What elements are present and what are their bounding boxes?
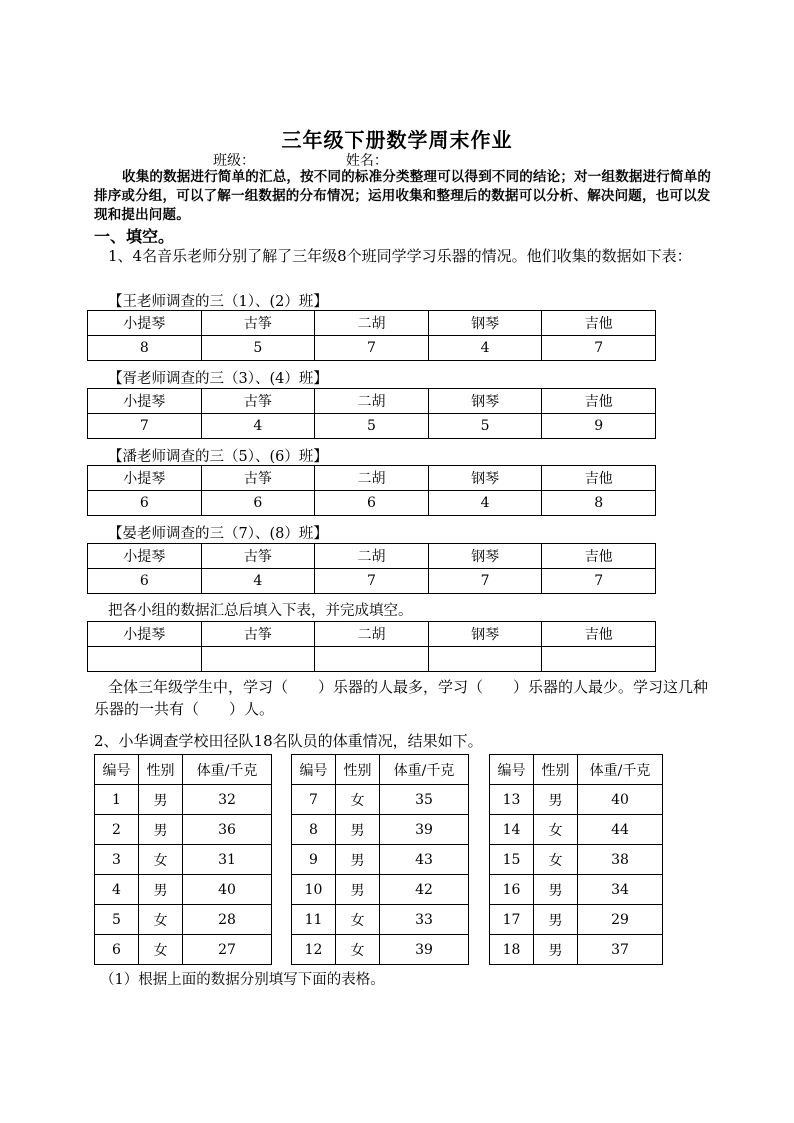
header-cell: 吉他 (542, 389, 656, 414)
gender-cell: 男 (336, 875, 380, 905)
header-cell: 小提琴 (88, 544, 202, 569)
header-cell: 编号 (490, 755, 534, 785)
header-cell: 吉他 (542, 311, 656, 336)
value-cell: 6 (201, 491, 315, 516)
gender-cell: 女 (534, 815, 578, 845)
header-cell: 体重/千克 (183, 755, 272, 785)
table-row (292, 845, 469, 875)
table-row (292, 785, 469, 815)
header-cell: 体重/千克 (380, 755, 469, 785)
table-row (95, 845, 272, 875)
header-cell: 钢琴 (428, 389, 542, 414)
table-row (88, 622, 656, 647)
weight-cell: 36 (183, 815, 272, 845)
table-row (88, 544, 656, 569)
question-1-text: 1、4名音乐老师分别了解了三年级8个班同学学习乐器的情况。他们收集的数据如下表： (108, 247, 692, 265)
gender-cell: 女 (336, 905, 380, 935)
blank-cell[interactable] (542, 647, 656, 672)
blank-cell[interactable] (428, 647, 542, 672)
value-cell: 8 (88, 336, 202, 361)
weight-cell: 39 (380, 815, 469, 845)
header-cell: 小提琴 (88, 311, 202, 336)
gender-cell: 男 (534, 875, 578, 905)
gender-cell: 女 (139, 935, 183, 965)
header-cell: 钢琴 (428, 622, 542, 647)
header-cell: 古筝 (201, 622, 315, 647)
value-cell: 4 (428, 491, 542, 516)
gender-cell: 男 (139, 785, 183, 815)
id-cell: 4 (95, 875, 139, 905)
table-row (95, 935, 272, 965)
header-cell: 性别 (534, 755, 578, 785)
id-cell: 12 (292, 935, 336, 965)
id-cell: 13 (490, 785, 534, 815)
value-cell: 4 (201, 569, 315, 594)
survey-table-3 (87, 465, 656, 516)
gender-cell: 女 (336, 935, 380, 965)
summary-table (87, 621, 656, 672)
table-row (95, 905, 272, 935)
survey-table-4 (87, 543, 656, 594)
value-cell: 4 (201, 414, 315, 439)
table-row (490, 875, 663, 905)
weight-cell: 37 (578, 935, 663, 965)
table-row (490, 815, 663, 845)
value-cell: 7 (88, 414, 202, 439)
header-cell: 吉他 (542, 466, 656, 491)
weight-cell: 44 (578, 815, 663, 845)
header-cell: 二胡 (315, 311, 429, 336)
gender-cell: 男 (534, 905, 578, 935)
gender-cell: 女 (336, 785, 380, 815)
value-cell: 8 (542, 491, 656, 516)
header-cell: 小提琴 (88, 389, 202, 414)
gender-cell: 女 (139, 905, 183, 935)
weight-cell: 33 (380, 905, 469, 935)
weight-cell: 43 (380, 845, 469, 875)
summary-instruction: 把各小组的数据汇总后填入下表，并完成填空。 (108, 603, 413, 619)
table-row (490, 845, 663, 875)
header-cell: 二胡 (315, 622, 429, 647)
weight-table-2 (291, 754, 469, 965)
table-row (95, 785, 272, 815)
header-cell: 钢琴 (428, 311, 542, 336)
gender-cell: 女 (139, 845, 183, 875)
header-cell: 性别 (139, 755, 183, 785)
header-cell: 吉他 (542, 622, 656, 647)
table-row (490, 905, 663, 935)
header-cell: 古筝 (201, 544, 315, 569)
header-cell: 古筝 (201, 466, 315, 491)
id-cell: 10 (292, 875, 336, 905)
gender-cell: 男 (534, 935, 578, 965)
value-cell: 4 (428, 336, 542, 361)
weight-cell: 27 (183, 935, 272, 965)
table-row (292, 875, 469, 905)
table-row (292, 755, 469, 785)
header-cell: 钢琴 (428, 466, 542, 491)
fill-in-question: 全体三年级学生中，学习（ ）乐器的人最多，学习（ ）乐器的人最少。学习这几种乐器的一共有（ ）人。 (94, 678, 709, 718)
table-row (88, 414, 656, 439)
weight-table-3 (489, 754, 663, 965)
value-cell: 7 (542, 569, 656, 594)
weight-cell: 29 (578, 905, 663, 935)
table-row (292, 935, 469, 965)
blank-cell[interactable] (88, 647, 202, 672)
weight-cell: 39 (380, 935, 469, 965)
weight-table-1 (94, 754, 272, 965)
weight-cell: 38 (578, 845, 663, 875)
value-cell: 5 (201, 336, 315, 361)
survey-table-1 (87, 310, 656, 361)
table-row (292, 905, 469, 935)
header-cell: 钢琴 (428, 544, 542, 569)
class-label: 班级： (213, 153, 255, 169)
page-title: 三年级下册数学周末作业 (281, 128, 513, 152)
table-row (88, 311, 656, 336)
header-cell: 二胡 (315, 389, 429, 414)
table-row (95, 875, 272, 905)
header-cell: 二胡 (315, 466, 429, 491)
section-heading-fill: 一、填空。 (94, 227, 175, 246)
id-cell: 2 (95, 815, 139, 845)
value-cell: 6 (88, 569, 202, 594)
gender-cell: 男 (336, 845, 380, 875)
id-cell: 8 (292, 815, 336, 845)
weight-cell: 32 (183, 785, 272, 815)
gender-cell: 男 (534, 785, 578, 815)
table-row (490, 785, 663, 815)
survey-label-1: 【王老师调查的三（1）、(2）班】 (108, 294, 328, 310)
blank-cell[interactable] (201, 647, 315, 672)
survey-label-2: 【胥老师调查的三（3）、(4）班】 (108, 371, 328, 387)
value-cell: 5 (315, 414, 429, 439)
question-2-subpart: （1）根据上面的数据分别填写下面的表格。 (100, 972, 385, 988)
gender-cell: 男 (336, 815, 380, 845)
value-cell: 6 (315, 491, 429, 516)
table-row (95, 815, 272, 845)
table-row (490, 755, 663, 785)
id-cell: 6 (95, 935, 139, 965)
gender-cell: 女 (534, 845, 578, 875)
id-cell: 16 (490, 875, 534, 905)
value-cell: 7 (315, 336, 429, 361)
table-row (95, 755, 272, 785)
table-row (88, 491, 656, 516)
value-cell: 7 (542, 336, 656, 361)
gender-cell: 男 (139, 875, 183, 905)
intro-paragraph: 收集的数据进行简单的汇总，按不同的标准分类整理可以得到不同的结论；对一组数据进行简单的排序或分组，可以了解一组数据的分布情况；运用收集和整理后的数据可以分析、解决问题，也可以发现和提出问题。 (94, 169, 712, 223)
id-cell: 18 (490, 935, 534, 965)
header-cell: 古筝 (201, 311, 315, 336)
id-cell: 14 (490, 815, 534, 845)
table-row (88, 569, 656, 594)
value-cell: 6 (88, 491, 202, 516)
table-row (88, 466, 656, 491)
table-row (88, 336, 656, 361)
header-cell: 编号 (95, 755, 139, 785)
weight-cell: 31 (183, 845, 272, 875)
value-cell: 7 (428, 569, 542, 594)
table-row (292, 815, 469, 845)
table-row (88, 647, 656, 672)
table-row (88, 389, 656, 414)
header-cell: 小提琴 (88, 466, 202, 491)
header-cell: 古筝 (201, 389, 315, 414)
weight-cell: 35 (380, 785, 469, 815)
header-cell: 二胡 (315, 544, 429, 569)
weight-cell: 40 (578, 785, 663, 815)
header-cell: 体重/千克 (578, 755, 663, 785)
value-cell: 5 (428, 414, 542, 439)
id-cell: 7 (292, 785, 336, 815)
id-cell: 9 (292, 845, 336, 875)
id-cell: 5 (95, 905, 139, 935)
value-cell: 9 (542, 414, 656, 439)
survey-label-3: 【潘老师调查的三（5）、(6）班】 (108, 449, 328, 465)
blank-cell[interactable] (315, 647, 429, 672)
id-cell: 3 (95, 845, 139, 875)
survey-label-4: 【晏老师调查的三（7）、(8）班】 (108, 526, 328, 542)
gender-cell: 男 (139, 815, 183, 845)
id-cell: 17 (490, 905, 534, 935)
header-cell: 性别 (336, 755, 380, 785)
weight-cell: 28 (183, 905, 272, 935)
id-cell: 15 (490, 845, 534, 875)
weight-cell: 34 (578, 875, 663, 905)
value-cell: 7 (315, 569, 429, 594)
survey-table-2 (87, 388, 656, 439)
table-row (490, 935, 663, 965)
weight-cell: 42 (380, 875, 469, 905)
header-cell: 小提琴 (88, 622, 202, 647)
name-label: 姓名： (345, 153, 388, 169)
id-cell: 11 (292, 905, 336, 935)
student-info (213, 150, 388, 170)
header-cell: 编号 (292, 755, 336, 785)
question-2-text: 2、小华调查学校田径队18名队员的体重情况，结果如下。 (94, 732, 483, 750)
id-cell: 1 (95, 785, 139, 815)
weight-cell: 40 (183, 875, 272, 905)
header-cell: 吉他 (542, 544, 656, 569)
